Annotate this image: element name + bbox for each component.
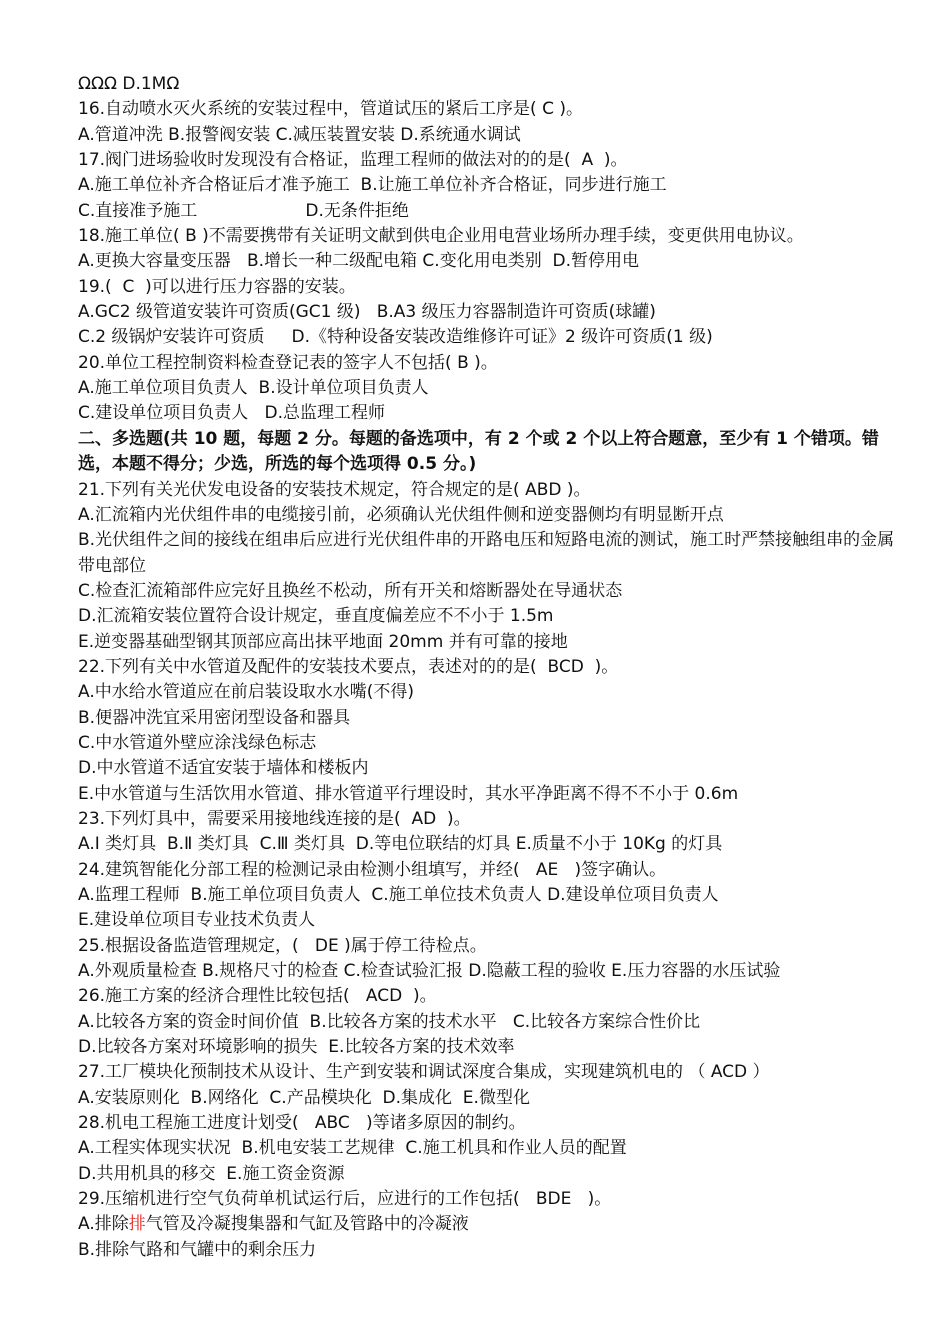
text-line: D.中水管道不适宜安装于墙体和楼板内 [78, 758, 369, 779]
text-line: A.中水给水管道应在前启装设取水水嘴(不得) [78, 682, 414, 703]
text-line: D.比较各方案对环境影响的损失 E.比较各方案的技术效率 [78, 1037, 515, 1058]
text-line: A.安装原则化 B.网络化 C.产品模块化 D.集成化 E.微型化 [78, 1087, 530, 1108]
text-line: C.检查汇流箱部件应完好且换丝不松动，所有开关和熔断器处在导通状态 [78, 580, 623, 601]
text-line: 18.施工单位( B )不需要携带有关证明文献到供电企业用电营业场所办理手续，变更供用电协议。 [78, 226, 804, 247]
text-line: A.汇流箱内光伏组件串的电缆接引前，必须确认光伏组件侧和逆变器侧均有明显断开点 [78, 504, 724, 525]
question-block-single-choice [78, 72, 898, 427]
text-line: A.Ⅰ 类灯具 B.Ⅱ 类灯具 C.Ⅲ 类灯具 D.等电位联结的灯具 E.质量不小于 10Kg 的灯具 [78, 834, 723, 855]
text-line: E.逆变器基础型钢其顶部应高出抹平地面 20mm 并有可靠的接地 [78, 631, 568, 652]
option-29-a: A.排除排气管及冷凝搜集器和气缸及管路中的冷凝液 [78, 1214, 469, 1235]
text-line: 19.( C )可以进行压力容器的安装。 [78, 276, 356, 297]
text-line: ΩΩΩ D.1MΩ [78, 74, 180, 94]
text-line: A.监理工程师 B.施工单位项目负责人 C.施工单位技术负责人 D.建设单位项目负责人 [78, 885, 719, 905]
text-line: 29.压缩机进行空气负荷单机试运行后，应进行的工作包括( BDE )。 [78, 1189, 612, 1210]
text-line: 28.机电工程施工进度计划受( ABC )等诸多原因的制约。 [78, 1113, 526, 1134]
text-line: 17.阀门进场验收时发现没有合格证，监理工程师的做法对的的是( A )。 [78, 150, 628, 171]
text-line: 24.建筑智能化分部工程的检测记录由检测小组填写，并经( AE )签字确认。 [78, 859, 667, 880]
text-line: A.管道冲洗 B.报警阀安装 C.减压装置安装 D.系统通水调试 [78, 124, 521, 145]
document-page [78, 72, 898, 1263]
text-line: C.建设单位项目负责人 D.总监理工程师 [78, 403, 385, 424]
text-line: A.施工单位项目负责人 B.设计单位项目负责人 [78, 378, 429, 399]
text-line: A.更换大容量变压器 B.增长一种二级配电箱 C.变化用电类别 D.暂停用电 [78, 251, 639, 272]
text-line: 23.下列灯具中，需要采用接地线连接的是( AD )。 [78, 808, 471, 829]
text-line: D.共用机具的移交 E.施工资金资源 [78, 1163, 345, 1184]
text-line: C.中水管道外壁应涂浅绿色标志 [78, 732, 317, 753]
text-line: C.直接准予施工 D.无条件拒绝 [78, 200, 409, 221]
text-line: 26.施工方案的经济合理性比较包括( ACD )。 [78, 986, 437, 1007]
highlighted-text: 排 [128, 1214, 146, 1235]
text-line: A.施工单位补齐合格证后才准予施工 B.让施工单位补齐合格证，同步进行施工 [78, 175, 667, 196]
text-line: 25.根据设备监造管理规定，( DE )属于停工待检点。 [78, 935, 487, 956]
section-heading-multiple-choice: 二、多选题(共 10 题，每题 2 分。每题的备选项中，有 2 个或 2 个以上符合题意，至少有 1 个错项。错选，本题不得分；少选，所选的每个选项得 0.5 分。) [78, 428, 879, 475]
option-29-b: B.排除气路和气罐中的剩余压力 [78, 1239, 317, 1260]
text-line: A.工程实体现实状况 B.机电安装工艺规律 C.施工机具和作业人员的配置 [78, 1138, 627, 1159]
text-line: E.建设单位项目专业技术负责人 [78, 910, 316, 931]
text-line: 20.单位工程控制资料检查登记表的签字人不包括( B )。 [78, 352, 498, 373]
text-line: A.GC2 级管道安装许可资质(GC1 级) B.A3 级压力容器制造许可资质(球罐) [78, 302, 656, 323]
question-block-21 [78, 478, 898, 529]
text-line: A.外观质量检查 B.规格尺寸的检查 C.检查试验汇报 D.隐蔽工程的验收 E.压力容器的水压试验 [78, 961, 781, 982]
text-line: 22.下列有关中水管道及配件的安装技术要点，表述对的的是( BCD )。 [78, 656, 619, 677]
text-line: 27.工厂模块化预制技术从设计、生产到安装和调试深度合集成，实现建筑机电的 （ ACD ） [78, 1062, 770, 1083]
text-line: 21.下列有关光伏发电设备的安装技术规定，符合规定的是( ABD )。 [78, 479, 591, 500]
text-line: A.比较各方案的资金时间价值 B.比较各方案的技术水平 C.比较各方案综合性价比 [78, 1011, 701, 1032]
text-line: B.便器冲洗宜采用密闭型设备和器具 [78, 707, 351, 728]
question-block-multiple-choice [78, 579, 898, 1213]
option-21-b: B.光伏组件之间的接线在组串后应进行光伏组件串的开路电压和短路电流的测试，施工时严禁接触组串的金属带电部位 [78, 530, 895, 576]
text-line: E.中水管道与生活饮用水管道、排水管道平行埋设时，其水平净距离不得不不小于 0.6m [78, 783, 739, 804]
text-line: 16.自动喷水灭火系统的安装过程中，管道试压的紧后工序是( C )。 [78, 99, 583, 120]
text-line: D.汇流箱安装位置符合设计规定，垂直度偏差应不不小于 1.5m [78, 606, 554, 627]
text-line: C.2 级锅炉安装许可资质 D.《特种设备安装改造维修许可证》2 级许可资质(1 级) [78, 327, 713, 348]
